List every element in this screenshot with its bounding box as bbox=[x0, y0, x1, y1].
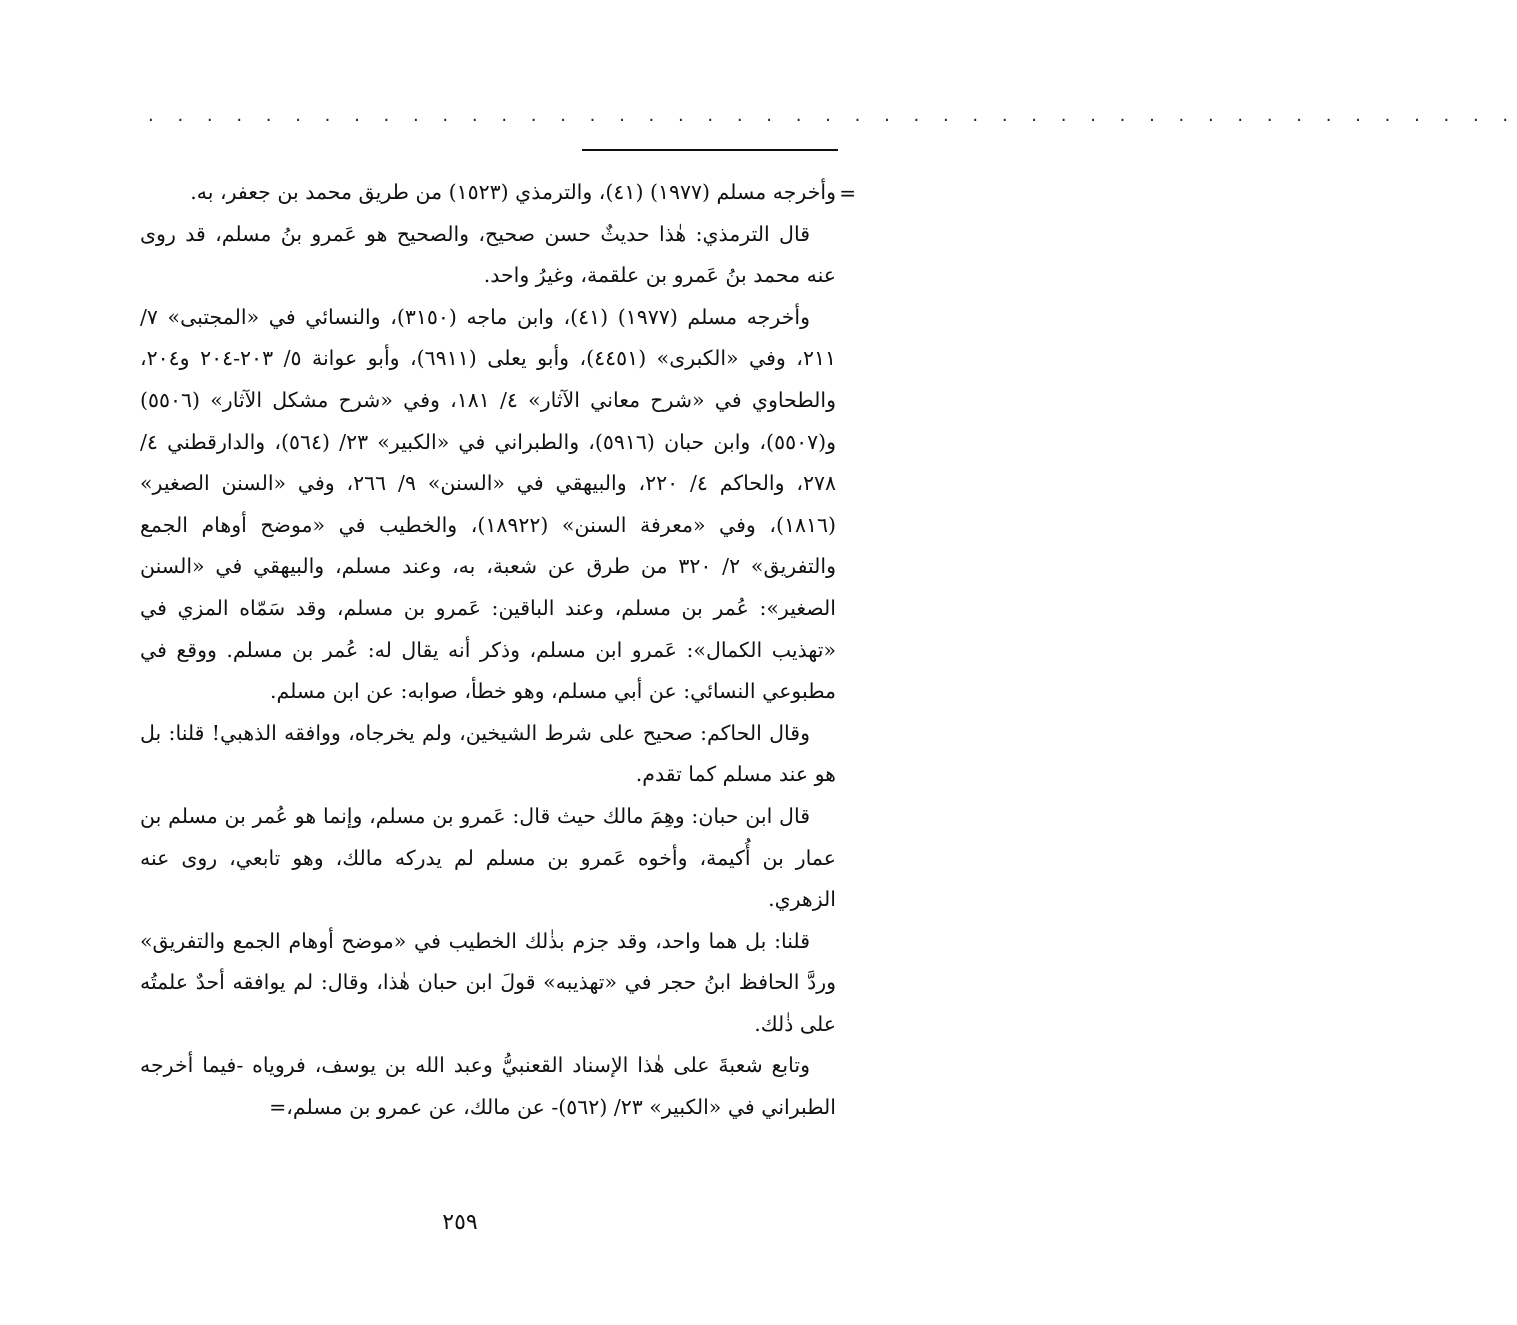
paragraph-6: قلنا: بل هما واحد، وقد جزم بذٰلك الخطيب في «موضح أوهام الجمع والتفريق» وردَّ الحافظ ابنُ حجر في «تهذيبه» قولَ ابن حبان هٰذا، وقال: لم يوافقه أحدٌ علمتُه على ذٰلك. bbox=[140, 928, 836, 1036]
paragraph-4: وقال الحاكم: صحيح على شرط الشيخين، ولم يخرجاه، ووافقه الذهبي! قلنا: بل هو عند مسلم كما تقدم. bbox=[140, 720, 836, 787]
paragraph-7: وتابع شعبةَ على هٰذا الإسناد القعنبيُّ وعبد الله بن يوسف، فروياه -فيما أخرجه الطبراني في «الكبير» ٢٣/ (٥٦٢)- عن مالك، عن عمرو بن مسلم،= bbox=[140, 1053, 836, 1120]
separator-dots: . . . . . . . . . . . . . . . . . . . . . . . . . . . . . . . . . . . . . . . . . . . . . . . bbox=[148, 105, 1517, 126]
paragraph-2: قال الترمذي: هٰذا حديثٌ حسن صحيح، والصحيح هو عَمرو بنُ مسلم، قد روى عنه محمد بنُ عَمرو بن علقمة، وغيرُ واحد. bbox=[140, 221, 836, 288]
continuation-mark: = bbox=[839, 181, 856, 205]
page-number: ٢٥٩ bbox=[442, 1210, 478, 1235]
footnote-text bbox=[140, 172, 836, 1129]
paragraph-5: قال ابن حبان: وهِمَ مالك حيث قال: عَمرو بن مسلم، وإنما هو عُمر بن مسلم بن عمار بن أُكيمة، وأخوه عَمرو بن مسلم لم يدركه مالك، وهو تابعي، روى عنه الزهري. bbox=[140, 803, 836, 912]
paragraph-3: وأخرجه مسلم (١٩٧٧) (٤١)، وابن ماجه (٣١٥٠)، والنسائي في «المجتبى» ٧/ ٢١١، وفي «الكبرى» (٤٤٥١)، وأبو يعلى (٦٩١١)، وأبو عوانة ٥/ ٢٠٣-٢٠٤ و٢٠٤، والطحاوي في «شرح معاني الآثار» ٤/ ١٨١، وفي «شرح مشكل الآثار» (٥٥٠٦) و(٥٥٠٧)، وابن حبان (٥٩١٦)، والطبراني في «الكبير» ٢٣/ (٥٦٤)، والدارقطني ٤/ ٢٧٨، والحاكم ٤/ ٢٢٠، والبيهقي في «السنن» ٩/ ٢٦٦، وفي «السنن الصغير» (١٨١٦)، وفي «معرفة السنن» (١٨٩٢٢)، والخطيب في «موضح أوهام الجمع والتفريق» ٢/ ٣٢٠ من طرق عن شعبة، به، وعند مسلم، والبيهقي في «السنن الصغير»: عُمر بن مسلم، وعند الباقين: عَمرو بن مسلم، وقد سَمّاه المزي في «تهذيب الكمال»: عَمرو ابن مسلم، وذكر أنه يقال له: عُمر بن مسلم. ووقع في مطبوعي النسائي: عن أبي مسلم، وهو خطأ، صوابه: عن ابن مسلم. bbox=[140, 304, 837, 704]
paragraph-1: وأخرجه مسلم (١٩٧٧) (٤١)، والترمذي (١٥٢٣) من طريق محمد بن جعفر، به. bbox=[190, 180, 836, 204]
footnote-rule bbox=[582, 149, 838, 151]
